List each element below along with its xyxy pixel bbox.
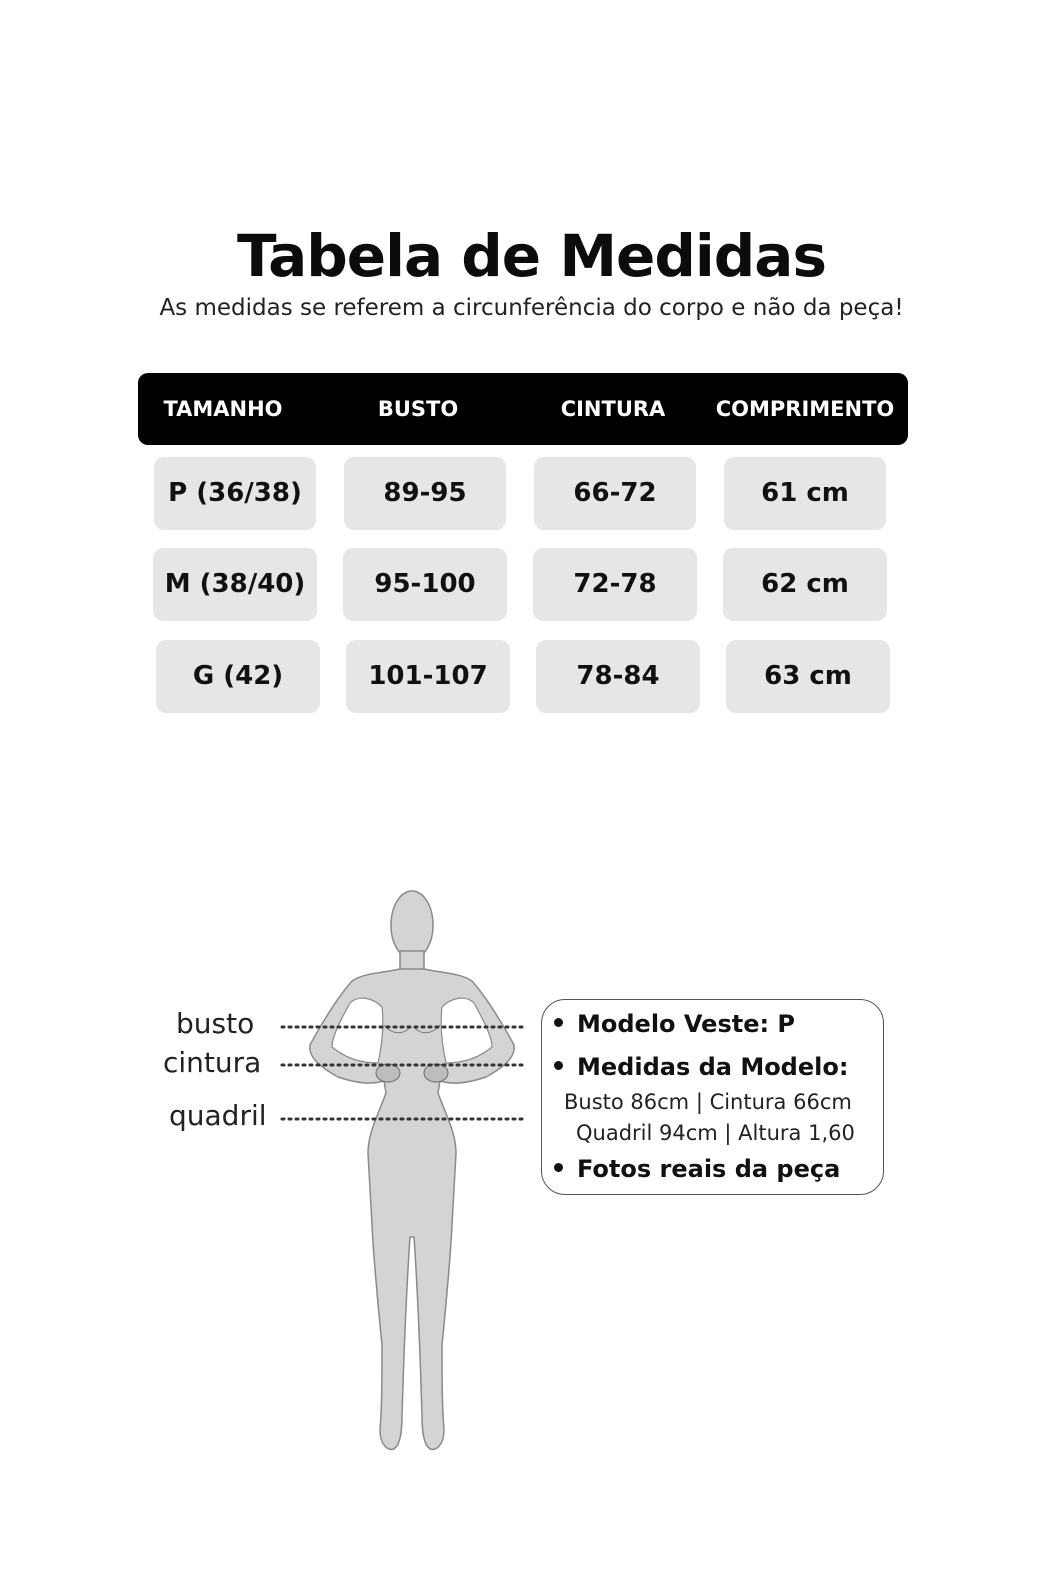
page-subtitle: As medidas se referem a circunferência do corpo e não da peça! (159, 295, 904, 321)
model-size-item (554, 1010, 795, 1038)
cell-size: G (42) (156, 640, 320, 713)
cell-length: 63 cm (726, 640, 890, 713)
real-photos-item (554, 1155, 840, 1183)
body-figure (160, 885, 540, 1465)
cell-bust: 101-107 (346, 640, 510, 713)
cell-waist: 72-78 (533, 548, 697, 621)
model-size-text: Modelo Veste: P (577, 1010, 796, 1038)
cell-size: M (38/40) (153, 548, 317, 621)
model-measures-title: Medidas da Modelo: (577, 1053, 849, 1081)
cell-waist: 78-84 (536, 640, 700, 713)
cell-waist: 66-72 (534, 457, 696, 530)
figure-left-hand (376, 1064, 400, 1082)
figure-neck (400, 951, 424, 971)
cell-bust: 89-95 (344, 457, 506, 530)
label-hip: quadril (169, 1099, 267, 1132)
figure-right-hand (424, 1064, 448, 1082)
bullet-icon (554, 1018, 563, 1027)
model-measures-line1: Busto 86cm | Cintura 66cm (564, 1090, 852, 1114)
header-size: TAMANHO (163, 397, 283, 421)
cell-length: 62 cm (723, 548, 887, 621)
model-info-box (541, 999, 884, 1195)
mannequin-illustration (160, 885, 540, 1465)
real-photos-text: Fotos reais da peça (577, 1155, 841, 1183)
cell-bust: 95-100 (343, 548, 507, 621)
label-bust: busto (176, 1007, 255, 1040)
cell-length: 61 cm (724, 457, 886, 530)
header-length: COMPRIMENTO (715, 397, 895, 421)
bullet-icon (554, 1163, 563, 1172)
page-title: Tabela de Medidas (237, 222, 826, 290)
table-header (138, 373, 908, 445)
header-waist: CINTURA (560, 397, 666, 421)
figure-head (391, 891, 433, 959)
header-bust: BUSTO (377, 397, 459, 421)
model-measures-item (554, 1053, 848, 1081)
bullet-icon (554, 1061, 563, 1070)
label-waist: cintura (163, 1046, 262, 1079)
cell-size: P (36/38) (154, 457, 316, 530)
model-measures-line2: Quadril 94cm | Altura 1,60 (576, 1121, 855, 1145)
